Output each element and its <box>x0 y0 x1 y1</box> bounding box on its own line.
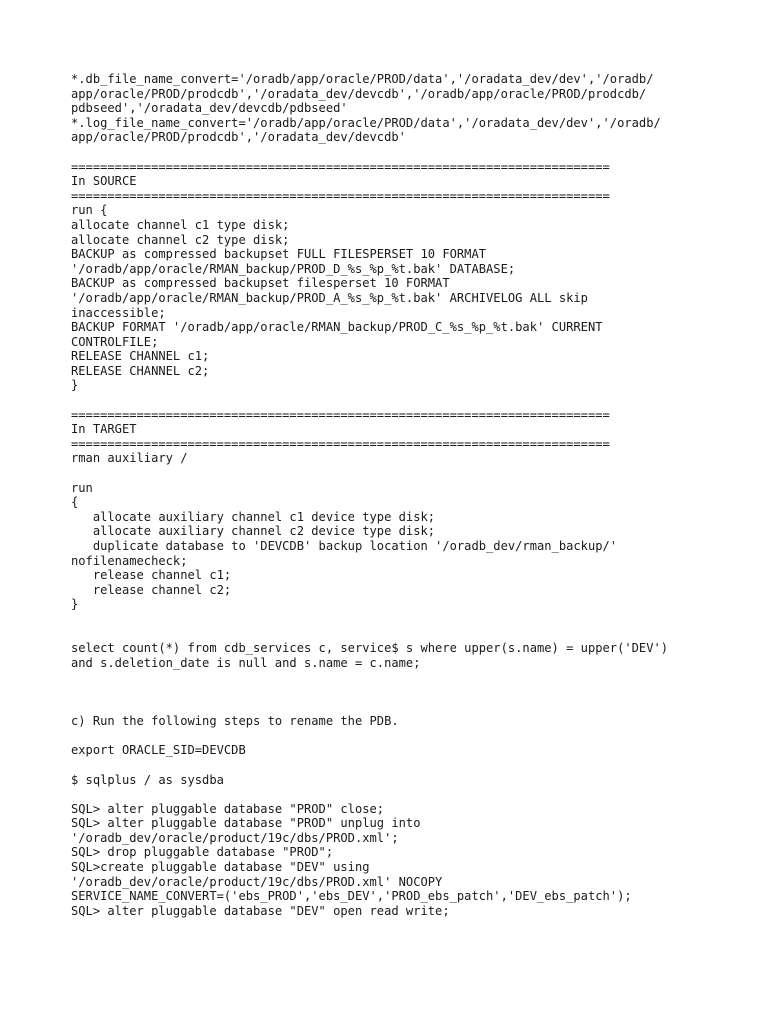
text-line: rman auxiliary / <box>71 451 188 466</box>
text-line: ========================================================================== <box>71 188 610 203</box>
text-line: select count(*) from cdb_services c, service$ s where upper(s.name) = upper('DEV') <box>71 641 669 656</box>
text-line: BACKUP as compressed backupset filesperset 10 FORMAT <box>71 276 450 291</box>
text-line: RELEASE CHANNEL c2; <box>71 363 210 378</box>
text-line: ========================================================================== <box>71 407 610 422</box>
text-line: SQL> alter pluggable database "PROD" unplug into <box>71 816 421 831</box>
text-line: *.log_file_name_convert='/oradb/app/oracle/PROD/data','/oradata_dev/dev','/oradb/ <box>71 115 661 130</box>
text-line: allocate channel c1 type disk; <box>71 217 290 232</box>
text-line: } <box>71 597 79 612</box>
text-line <box>71 787 761 802</box>
text-line: RELEASE CHANNEL c1; <box>71 349 210 364</box>
text-line: SQL> drop pluggable database "PROD"; <box>71 845 334 860</box>
text-line <box>71 466 761 481</box>
text-line <box>71 700 761 715</box>
text-line <box>71 729 761 744</box>
text-line: run { <box>71 203 108 218</box>
text-line: *.db_file_name_convert='/oradb/app/oracle/PROD/data','/oradata_dev/dev','/oradb/ <box>71 72 654 86</box>
text-line: nofilenamecheck; <box>71 553 188 568</box>
text-line: $ sqlplus / as sysdba <box>71 772 224 787</box>
text-line: export ORACLE_SID=DEVCDB <box>71 743 246 758</box>
text-line: In TARGET <box>71 422 137 437</box>
text-line <box>71 685 761 700</box>
text-line: allocate channel c2 type disk; <box>71 232 290 247</box>
text-line: and s.deletion_date is null and s.name = c.name; <box>71 655 421 670</box>
text-line: In SOURCE <box>71 174 137 189</box>
text-line: ========================================================================== <box>71 159 610 174</box>
text-line: app/oracle/PROD/prodcdb','/oradata_dev/devcdb' <box>71 130 406 145</box>
text-line <box>71 627 761 642</box>
text-line: } <box>71 378 79 393</box>
text-line <box>71 758 761 773</box>
text-line: SQL>create pluggable database "DEV" using <box>71 860 370 875</box>
text-line: { <box>71 495 79 510</box>
text-line: inaccessible; <box>71 305 166 320</box>
text-line: SQL> alter pluggable database "PROD" close; <box>71 801 385 816</box>
text-line: '/oradb/app/oracle/RMAN_backup/PROD_D_%s_%p_%t.bak' DATABASE; <box>71 261 516 276</box>
text-line: '/oradb/app/oracle/RMAN_backup/PROD_A_%s_%p_%t.bak' ARCHIVELOG ALL skip <box>71 290 588 305</box>
text-line <box>71 612 761 627</box>
text-line: allocate auxiliary channel c1 device type disk; <box>71 509 436 524</box>
text-line: ========================================================================== <box>71 436 610 451</box>
text-line <box>71 393 761 408</box>
text-line: run <box>71 480 93 495</box>
text-line: allocate auxiliary channel c2 device type disk; <box>71 524 436 539</box>
text-line <box>71 145 761 160</box>
text-line: SERVICE_NAME_CONVERT=('ebs_PROD','ebs_DEV','PROD_ebs_patch','DEV_ebs_patch'); <box>71 889 632 904</box>
text-line: BACKUP as compressed backupset FULL FILESPERSET 10 FORMAT <box>71 247 487 262</box>
text-line: pdbseed','/oradata_dev/devcdb/pdbseed' <box>71 101 348 116</box>
text-line: duplicate database to 'DEVCDB' backup location '/oradb_dev/rman_backup/' <box>71 539 618 553</box>
text-line: SQL> alter pluggable database "DEV" open read write; <box>71 903 450 918</box>
text-line: release channel c1; <box>71 568 232 583</box>
text-line: BACKUP FORMAT '/oradb/app/oracle/RMAN_backup/PROD_C_%s_%p_%t.bak' CURRENT <box>71 320 603 335</box>
text-line <box>71 670 761 685</box>
text-line: '/oradb_dev/oracle/product/19c/dbs/PROD.xml'; <box>71 830 399 845</box>
document-page <box>71 72 761 918</box>
text-line: c) Run the following steps to rename the PDB. <box>71 714 399 729</box>
text-line: app/oracle/PROD/prodcdb','/oradata_dev/devcdb','/oradb/app/oracle/PROD/prodcdb/ <box>71 86 647 101</box>
text-line: release channel c2; <box>71 582 232 597</box>
text-line: CONTROLFILE; <box>71 334 159 349</box>
text-line: '/oradb_dev/oracle/product/19c/dbs/PROD.xml' NOCOPY <box>71 874 443 889</box>
